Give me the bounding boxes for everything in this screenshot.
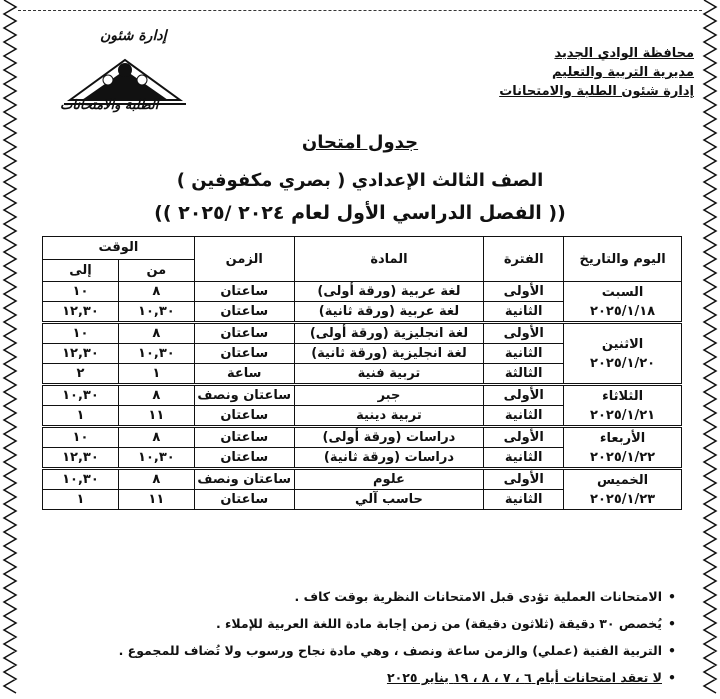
- from-cell: ١: [118, 364, 194, 385]
- duration-cell: ساعتان: [194, 323, 294, 344]
- period-cell: الثانية: [484, 448, 564, 469]
- subject-cell: تربية فنية: [294, 364, 484, 385]
- header-governorate: محافظة الوادي الجديد: [554, 46, 694, 61]
- duration-cell: ساعتان: [194, 302, 294, 323]
- from-cell: ١٠,٣٠: [118, 448, 194, 469]
- right-zigzag-border: [702, 0, 718, 699]
- to-cell: ٢: [43, 364, 119, 385]
- schedule-table-wrap: [42, 236, 682, 510]
- from-cell: ٨: [118, 323, 194, 344]
- subject-cell: تربية دينية: [294, 406, 484, 427]
- ministry-header: [499, 44, 694, 101]
- table-row: [43, 469, 682, 490]
- page-title: جدول امتحان: [301, 132, 419, 153]
- from-cell: ٨: [118, 282, 194, 302]
- left-zigzag-border: [2, 0, 18, 699]
- day-date: ٢٠٢٥/١/١٨: [590, 303, 656, 319]
- duration-cell: ساعتان: [194, 427, 294, 448]
- table-row: [43, 385, 682, 406]
- day-date: ٢٠٢٥/١/٢٣: [590, 491, 656, 507]
- header-department: إدارة شئون الطلبة والامتحانات: [499, 84, 694, 99]
- to-cell: ١: [43, 490, 119, 510]
- period-cell: الأولى: [484, 469, 564, 490]
- day-name: الثلاثاء: [602, 388, 644, 404]
- to-cell: ١٠,٣٠: [43, 385, 119, 406]
- day-date: ٢٠٢٥/١/٢١: [590, 407, 656, 423]
- duration-cell: ساعتان: [194, 344, 294, 364]
- header-time: الوقت: [43, 237, 195, 260]
- period-cell: الثانية: [484, 406, 564, 427]
- duration-cell: ساعتان ونصف: [194, 469, 294, 490]
- subject-cell: لغة عربية (ورقة أولى): [294, 282, 484, 302]
- day-date: ٢٠٢٥/١/٢٠: [590, 355, 656, 371]
- day-cell: [564, 323, 682, 385]
- term-title: (( الفصل الدراسي الأول لعام ٢٠٢٤ /٢٠٢٥ )): [154, 202, 566, 224]
- period-cell: الثانية: [484, 302, 564, 323]
- subject-cell: علوم: [294, 469, 484, 490]
- header-subject: المادة: [294, 237, 484, 282]
- subject-cell: لغة انجليزية (ورقة أولى): [294, 323, 484, 344]
- note-item: • الامتحانات العملية تؤدى قبل الامتحانات النظرية بوقت كاف .: [56, 583, 676, 610]
- period-cell: الأولى: [484, 282, 564, 302]
- subject-cell: دراسات (ورقة أولى): [294, 427, 484, 448]
- to-cell: ١٠,٣٠: [43, 469, 119, 490]
- header-day: اليوم والتاريخ: [564, 237, 682, 282]
- day-cell: [564, 385, 682, 427]
- note-item: • التربية الفنية (عملي) والزمن ساعة ونصف ، وهي مادة نجاح ورسوب ولا تُضاف للمجموع .: [56, 637, 676, 664]
- top-border-line: [18, 10, 702, 11]
- day-cell: [564, 282, 682, 323]
- to-cell: ١٢,٣٠: [43, 448, 119, 469]
- period-cell: الثانية: [484, 490, 564, 510]
- to-cell: ١٢,٣٠: [43, 302, 119, 323]
- from-cell: ٨: [118, 469, 194, 490]
- period-cell: الثانية: [484, 344, 564, 364]
- table-row: [43, 427, 682, 448]
- to-cell: ١٠: [43, 427, 119, 448]
- day-name: الأربعاء: [599, 430, 646, 446]
- logo-bottom-text: الطلبة والامتحانات: [60, 98, 159, 113]
- header-from: من: [118, 259, 194, 282]
- from-cell: ٨: [118, 385, 194, 406]
- day-cell: [564, 427, 682, 469]
- subject-cell: جبر: [294, 385, 484, 406]
- duration-cell: ساعة: [194, 364, 294, 385]
- table-row: [43, 323, 682, 344]
- note-item: • يُخصص ٣٠ دقيقة (ثلاثون دقيقة) من زمن إجابة مادة اللغة العربية للإملاء .: [56, 610, 676, 637]
- duration-cell: ساعتان: [194, 448, 294, 469]
- day-name: السبت: [601, 284, 644, 300]
- schedule-table: [42, 236, 682, 510]
- subject-cell: حاسب آلي: [294, 490, 484, 510]
- logo-top-text: إدارة شئون: [100, 28, 167, 44]
- to-cell: ١٢,٣٠: [43, 344, 119, 364]
- notes-list: [56, 583, 676, 691]
- duration-cell: ساعتان: [194, 490, 294, 510]
- header-to: إلى: [43, 259, 119, 282]
- to-cell: ١٠: [43, 323, 119, 344]
- period-cell: الأولى: [484, 323, 564, 344]
- duration-cell: ساعتان: [194, 406, 294, 427]
- grade-title: الصف الثالث الإعدادي ( بصري مكفوفين ): [176, 170, 544, 191]
- day-date: ٢٠٢٥/١/٢٢: [590, 449, 656, 465]
- day-name: الخميس: [597, 472, 649, 488]
- header-period: الفترة: [484, 237, 564, 282]
- from-cell: ٨: [118, 427, 194, 448]
- subject-cell: لغة عربية (ورقة ثانية): [294, 302, 484, 323]
- subject-cell: لغة انجليزية (ورقة ثانية): [294, 344, 484, 364]
- day-cell: [564, 469, 682, 510]
- duration-cell: ساعتان: [194, 282, 294, 302]
- from-cell: ١١: [118, 490, 194, 510]
- period-cell: الأولى: [484, 427, 564, 448]
- schedule-body: [43, 282, 682, 510]
- table-row: [43, 282, 682, 302]
- header-directorate: مديرية التربية والتعليم: [551, 65, 694, 80]
- period-cell: الأولى: [484, 385, 564, 406]
- to-cell: ١٠: [43, 282, 119, 302]
- day-name: الاثنين: [601, 336, 644, 352]
- from-cell: ١١: [118, 406, 194, 427]
- from-cell: ١٠,٣٠: [118, 302, 194, 323]
- note-item: • لا تعقد امتحانات أيام ٦ ، ٧ ، ٨ ، ١٩ يناير ٢٠٢٥: [56, 664, 676, 691]
- from-cell: ١٠,٣٠: [118, 344, 194, 364]
- to-cell: ١: [43, 406, 119, 427]
- period-cell: الثالثة: [484, 364, 564, 385]
- duration-cell: ساعتان ونصف: [194, 385, 294, 406]
- subject-cell: دراسات (ورقة ثانية): [294, 448, 484, 469]
- header-duration: الزمن: [194, 237, 294, 282]
